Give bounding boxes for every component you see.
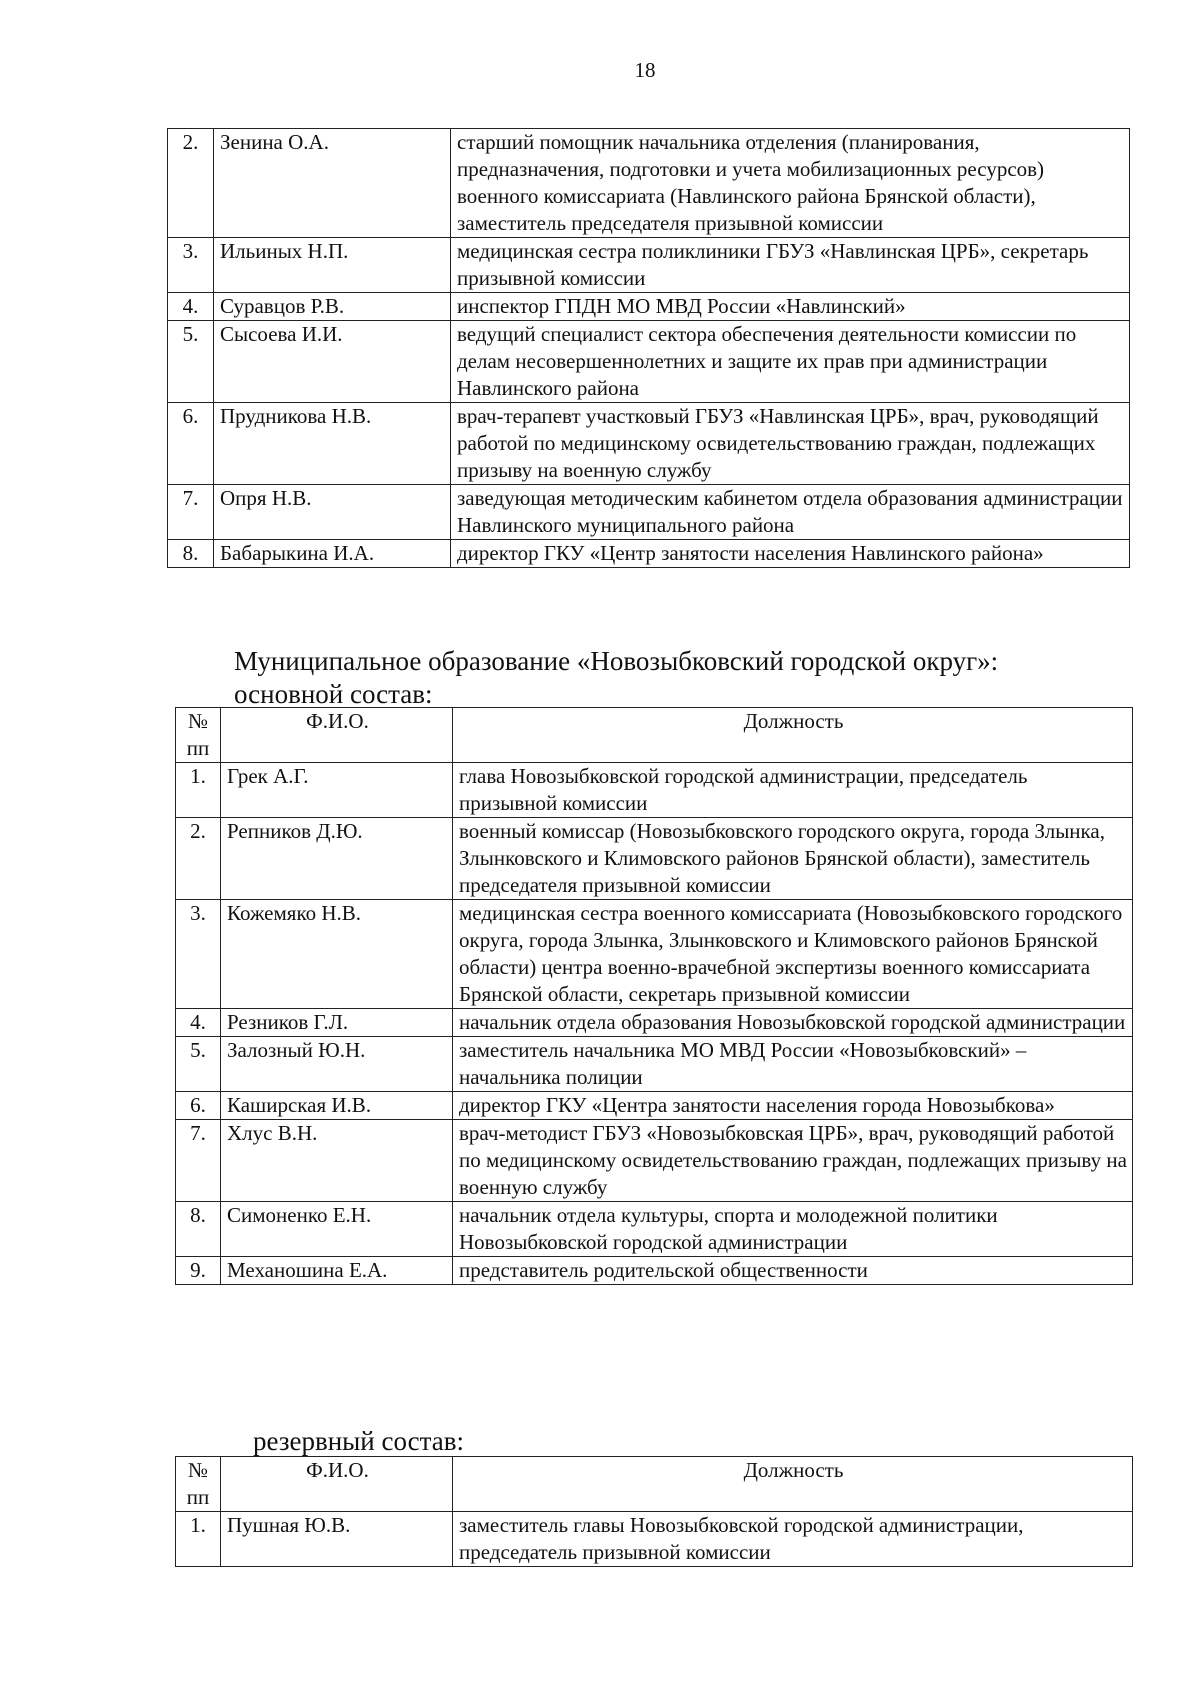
- person-name: Зенина О.А.: [214, 129, 451, 238]
- row-number: 4.: [168, 293, 214, 321]
- person-position: медицинская сестра военного комиссариата (Новозыбковского городского округа, города Злынка, Злынковского и Климовского районов Брянской области) центра военно-врачебной экспертизы военного комиссариата Брянской области, секретарь призывной комиссии: [453, 900, 1133, 1009]
- table-row: [176, 1009, 1133, 1037]
- table-row: [176, 1512, 1133, 1567]
- row-number: 2.: [168, 129, 214, 238]
- reserve-composition-label: резервный состав:: [253, 1426, 465, 1456]
- person-name: Бабарыкина И.А.: [214, 540, 451, 568]
- person-position: инспектор ГПДН МО МВД России «Навлинский»: [451, 293, 1130, 321]
- table-row: [168, 485, 1130, 540]
- person-position: представитель родительской общественности: [453, 1257, 1133, 1285]
- novozybkov-reserve-table: [175, 1456, 1133, 1567]
- row-number: 1.: [176, 763, 221, 818]
- section-title: Муниципальное образование «Новозыбковский городской округ»:: [234, 646, 999, 676]
- row-number: 3.: [176, 900, 221, 1009]
- table-header-row: [176, 1457, 1133, 1512]
- person-name: Резников Г.Л.: [221, 1009, 453, 1037]
- person-name: Каширская И.В.: [221, 1092, 453, 1120]
- column-header-name: Ф.И.О.: [221, 708, 453, 763]
- page-number: 18: [634, 58, 656, 82]
- table-row: [176, 818, 1133, 900]
- person-position: старший помощник начальника отделения (планирования, предназначения, подготовки и учета мобилизационных ресурсов) военного комиссариата (Навлинского района Брянской области), заместитель председателя призывной комиссии: [451, 129, 1130, 238]
- table-body: [176, 1512, 1133, 1567]
- table-row: [176, 900, 1133, 1009]
- table-row: [176, 1202, 1133, 1257]
- table-body: [176, 763, 1133, 1285]
- person-name: Суравцов Р.В.: [214, 293, 451, 321]
- person-name: Ильиных Н.П.: [214, 238, 451, 293]
- person-name: Симоненко Е.Н.: [221, 1202, 453, 1257]
- person-position: начальник отдела образования Новозыбковской городской администрации: [453, 1009, 1133, 1037]
- table-row: [168, 321, 1130, 403]
- table-row: [168, 540, 1130, 568]
- row-number: 6.: [176, 1092, 221, 1120]
- person-position: заместитель главы Новозыбковской городской администрации, председатель призывной комиссии: [453, 1512, 1133, 1567]
- person-position: военный комиссар (Новозыбковского городского округа, города Злынка, Злынковского и Климовского районов Брянской области), заместитель председателя призывной комиссии: [453, 818, 1133, 900]
- row-number: 6.: [168, 403, 214, 485]
- table-row: [176, 763, 1133, 818]
- table-row: [168, 129, 1130, 238]
- row-number: 8.: [168, 540, 214, 568]
- person-position: врач-методист ГБУЗ «Новозыбковская ЦРБ», врач, руководящий работой по медицинскому освидетельствованию граждан, подлежащих призыву на военную службу: [453, 1120, 1133, 1202]
- row-number: 4.: [176, 1009, 221, 1037]
- row-number: 9.: [176, 1257, 221, 1285]
- person-name: Хлус В.Н.: [221, 1120, 453, 1202]
- novozybkov-main-table: [175, 707, 1133, 1285]
- navlinsky-commission-table: [167, 128, 1130, 568]
- row-number: 5.: [176, 1037, 221, 1092]
- table-row: [168, 293, 1130, 321]
- person-name: Механошина Е.А.: [221, 1257, 453, 1285]
- main-composition-label: основной состав:: [234, 679, 433, 709]
- row-number: 5.: [168, 321, 214, 403]
- row-number: 1.: [176, 1512, 221, 1567]
- column-header-num: № пп: [176, 1457, 221, 1512]
- person-name: Репников Д.Ю.: [221, 818, 453, 900]
- person-position: заведующая методическим кабинетом отдела образования администрации Навлинского муниципального района: [451, 485, 1130, 540]
- row-number: 2.: [176, 818, 221, 900]
- table-row: [176, 1257, 1133, 1285]
- table-row: [176, 1092, 1133, 1120]
- row-number: 7.: [176, 1120, 221, 1202]
- row-number: 8.: [176, 1202, 221, 1257]
- person-position: заместитель начальника МО МВД России «Новозыбковский» – начальника полиции: [453, 1037, 1133, 1092]
- column-header-position: Должность: [453, 1457, 1133, 1512]
- column-header-num: № пп: [176, 708, 221, 763]
- person-position: начальник отдела культуры, спорта и молодежной политики Новозыбковской городской администрации: [453, 1202, 1133, 1257]
- person-position: глава Новозыбковской городской администрации, председатель призывной комиссии: [453, 763, 1133, 818]
- table-header-row: [176, 708, 1133, 763]
- person-position: ведущий специалист сектора обеспечения деятельности комиссии по делам несовершеннолетних и защите их прав при администрации Навлинского района: [451, 321, 1130, 403]
- column-header-name: Ф.И.О.: [221, 1457, 453, 1512]
- person-position: директор ГКУ «Центра занятости населения города Новозыбкова»: [453, 1092, 1133, 1120]
- table-row: [168, 238, 1130, 293]
- row-number: 3.: [168, 238, 214, 293]
- table-row: [176, 1037, 1133, 1092]
- person-position: медицинская сестра поликлиники ГБУЗ «Навлинская ЦРБ», секретарь призывной комиссии: [451, 238, 1130, 293]
- row-number: 7.: [168, 485, 214, 540]
- person-name: Прудникова Н.В.: [214, 403, 451, 485]
- table-row: [168, 403, 1130, 485]
- person-position: врач-терапевт участковый ГБУЗ «Навлинская ЦРБ», врач, руководящий работой по медицинскому освидетельствованию граждан, подлежащих призыву на военную службу: [451, 403, 1130, 485]
- person-position: директор ГКУ «Центр занятости населения Навлинского района»: [451, 540, 1130, 568]
- person-name: Залозный Ю.Н.: [221, 1037, 453, 1092]
- column-header-position: Должность: [453, 708, 1133, 763]
- person-name: Грек А.Г.: [221, 763, 453, 818]
- table-body: [168, 129, 1130, 568]
- person-name: Кожемяко Н.В.: [221, 900, 453, 1009]
- table-row: [176, 1120, 1133, 1202]
- person-name: Сысоева И.И.: [214, 321, 451, 403]
- person-name: Пушная Ю.В.: [221, 1512, 453, 1567]
- person-name: Опря Н.В.: [214, 485, 451, 540]
